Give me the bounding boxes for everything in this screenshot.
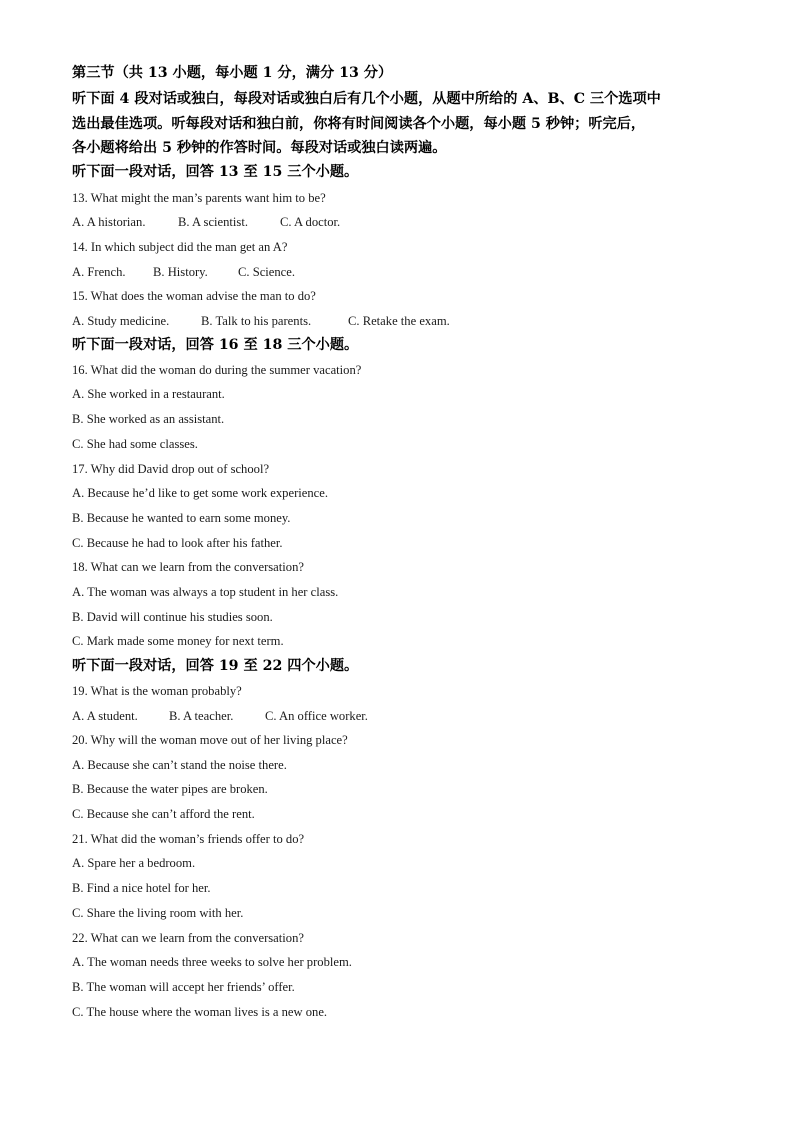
option-c: C. Because he had to look after his father. <box>72 536 283 550</box>
option-a: A. Spare her a bedroom. <box>72 856 196 870</box>
group-heading: 听下面一段对话，回答 19 至 22 四个小题。 <box>72 658 359 674</box>
options-row <box>72 214 340 230</box>
question-text: 15. What does the woman advise the man to do? <box>72 289 316 303</box>
option-a: A. Study medicine. <box>72 314 170 328</box>
question-text: 17. Why did David drop out of school? <box>72 462 270 476</box>
question-text: 19. What is the woman probably? <box>72 684 242 698</box>
option-a: A. The woman was always a top student in her class. <box>72 585 339 599</box>
option-c: C. Mark made some money for next term. <box>72 634 284 648</box>
option-a: A. Because she can’t stand the noise there. <box>72 758 287 772</box>
question-text: 20. Why will the woman move out of her living place? <box>72 733 348 747</box>
option-a: A. She worked in a restaurant. <box>72 387 225 401</box>
question-text: 16. What did the woman do during the summer vacation? <box>72 363 362 377</box>
option-b: B. Because he wanted to earn some money. <box>72 511 291 525</box>
option-a: A. Because he’d like to get some work experience. <box>72 486 328 500</box>
option-b: B. History. <box>153 265 208 279</box>
instructions-line: 选出最佳选项。听每段对话和独白前，你将有时间阅读各个小题，每小题 5 秒钟；听完后， <box>72 116 646 132</box>
option-c: C. Retake the exam. <box>348 314 450 328</box>
option-b: B. She worked as an assistant. <box>72 412 225 426</box>
group-heading: 听下面一段对话，回答 13 至 15 三个小题。 <box>72 164 359 180</box>
option-b: B. A scientist. <box>178 215 248 229</box>
option-a: A. A student. <box>72 709 138 723</box>
question-text: 14. In which subject did the man get an A? <box>72 240 288 254</box>
section-header: 第三节（共 13 小题，每小题 1 分，满分 13 分） <box>72 65 393 81</box>
option-c: C. An office worker. <box>265 709 368 723</box>
option-b: B. Because the water pipes are broken. <box>72 782 268 796</box>
question-text: 21. What did the woman’s friends offer to do? <box>72 832 305 846</box>
option-b: B. Talk to his parents. <box>201 314 312 328</box>
question-text: 18. What can we learn from the conversation? <box>72 560 304 574</box>
option-c: C. A doctor. <box>280 215 341 229</box>
option-a: A. French. <box>72 265 126 279</box>
options-row <box>72 264 295 280</box>
instructions-line: 各小题将给出 5 秒钟的作答时间。每段对话或独白读两遍。 <box>72 140 447 156</box>
option-b: B. Find a nice hotel for her. <box>72 881 211 895</box>
options-row <box>72 708 368 724</box>
option-a: A. The woman needs three weeks to solve her problem. <box>72 955 352 969</box>
option-b: B. David will continue his studies soon. <box>72 610 273 624</box>
option-c: C. She had some classes. <box>72 437 198 451</box>
instructions-line: 听下面 4 段对话或独白，每段对话或独白后有几个小题，从题中所给的 A、B、C 三个选项中 <box>72 91 661 107</box>
option-b: B. A teacher. <box>169 709 234 723</box>
question-text: 13. What might the man’s parents want him to be? <box>72 191 326 205</box>
option-c: C. Science. <box>238 265 296 279</box>
option-a: A. A historian. <box>72 215 146 229</box>
group-heading: 听下面一段对话，回答 16 至 18 三个小题。 <box>72 337 359 353</box>
option-c: C. Because she can’t afford the rent. <box>72 807 255 821</box>
option-b: B. The woman will accept her friends’ offer. <box>72 980 295 994</box>
option-c: C. The house where the woman lives is a new one. <box>72 1005 328 1019</box>
options-row <box>72 313 450 329</box>
option-c: C. Share the living room with her. <box>72 906 244 920</box>
question-text: 22. What can we learn from the conversation? <box>72 931 304 945</box>
